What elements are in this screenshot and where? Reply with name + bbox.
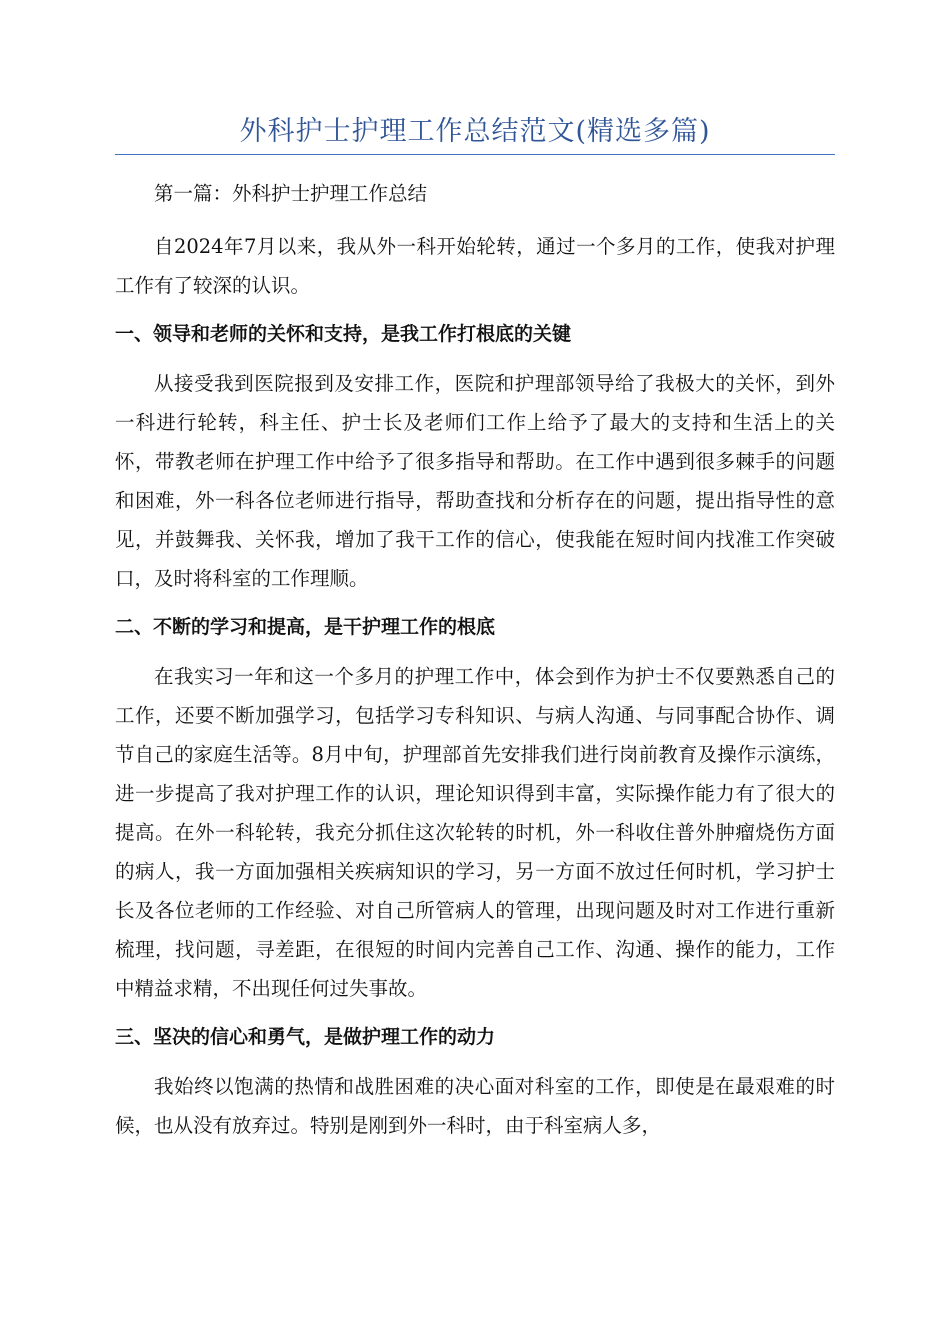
section-paragraph: 从接受我到医院报到及安排工作，医院和护理部领导给了我极大的关怀，到外一科进行轮转，科主任、护士长及老师们工作上给予了最大的支持和生活上的关怀，带教老师在护理工作中给予了很多指导和帮助。在工作中遇到很多棘手的问题和困难，外一科各位老师进行指导，帮助查找和分析存在的问题，提出指导性的意见，并鼓舞我、关怀我，增加了我干工作的信心，使我能在短时间内找准工作突破口，及时将科室的工作理顺。 <box>115 372 835 590</box>
section-3 <box>115 1018 835 1145</box>
section-2 <box>115 608 835 1008</box>
document-body <box>115 174 835 1145</box>
section-paragraph: 在我实习一年和这一个多月的护理工作中，体会到作为护士不仅要熟悉自己的工作，还要不断加强学习，包括学习专科知识、与病人沟通、与同事配合协作、调节自己的家庭生活等。8月中旬，护理部首先安排我们进行岗前教育及操作示演练，进一步提高了我对护理工作的认识，理论知识得到丰富，实际操作能力有了很大的提高。在外一科轮转，我充分抓住这次轮转的时机，外一科收住普外肿瘤烧伤方面的病人，我一方面加强相关疾病知识的学习，另一方面不放过任何时机，学习护士长及各位老师的工作经验、对自己所管病人的管理，出现问题及时对工作进行重新梳理，找问题，寻差距，在很短的时间内完善自己工作、沟通、操作的能力，工作中精益求精，不出现任何过失事故。 <box>115 665 835 1000</box>
subtitle-paragraph: 第一篇：外科护士护理工作总结 <box>154 182 428 205</box>
document-title: 外科护士护理工作总结范文(精选多篇) <box>239 116 711 147</box>
title-underline <box>115 154 835 155</box>
section-1 <box>115 315 835 598</box>
intro-paragraph: 自2024年7月以来，我从外一科开始轮转，通过一个多月的工作，使我对护理工作有了较深的认识。 <box>115 235 835 297</box>
section-paragraph: 我始终以饱满的热情和战胜困难的决心面对科室的工作，即使是在最艰难的时候，也从没有放弃过。特别是刚到外一科时，由于科室病人多， <box>115 1075 835 1137</box>
section-heading: 一、领导和老师的关怀和支持，是我工作打根底的关键 <box>115 323 572 345</box>
section-heading: 二、不断的学习和提高，是干护理工作的根底 <box>115 616 496 638</box>
section-heading: 三、坚决的信心和勇气，是做护理工作的动力 <box>115 1026 496 1048</box>
